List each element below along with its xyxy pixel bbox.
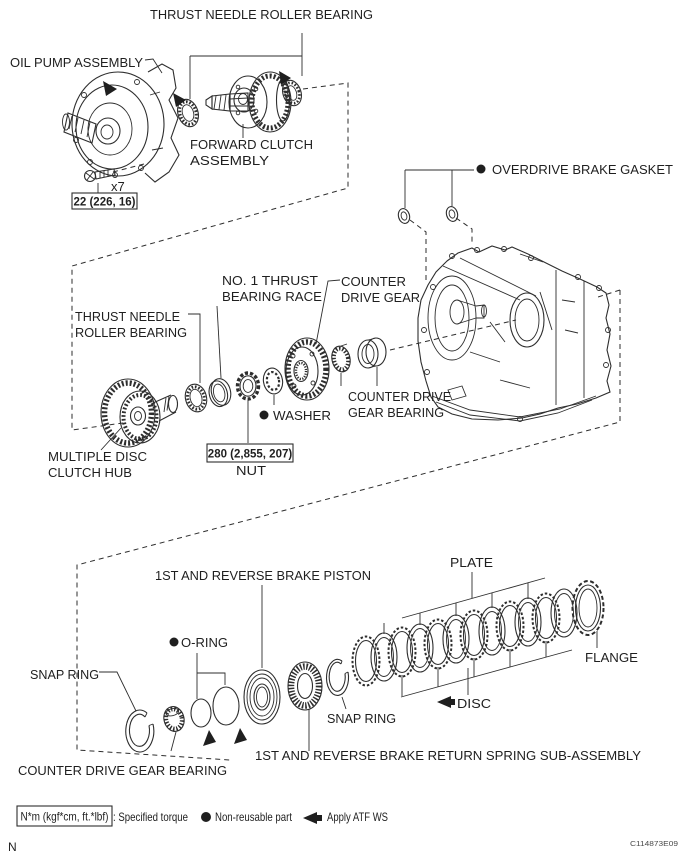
return-spring-sub-assembly-drawing — [288, 662, 322, 710]
bolt-count-label: x7 — [111, 179, 125, 194]
label-o-ring: O-RING — [181, 635, 228, 650]
label-counter-gear-bearing-bottom: COUNTER DRIVE GEAR BEARING — [18, 763, 227, 778]
label-thrust-needle-mid-line2: ROLLER BEARING — [75, 325, 187, 340]
snap-ring-left-drawing — [126, 710, 154, 752]
counter-drive-gear-drawing — [285, 338, 329, 400]
label-flange: FLANGE — [585, 650, 639, 665]
overdrive-gasket-rings-drawing — [397, 205, 460, 224]
label-snap-ring-left: SNAP RING — [30, 667, 99, 682]
atf-arrow-bearing-left — [173, 93, 186, 107]
atf-arrow-oil-pump — [103, 81, 117, 96]
washer-drawing — [261, 367, 284, 396]
torque-value-counter-gear-nut: 280 (2,855, 207) — [207, 448, 293, 461]
label-plate: PLATE — [450, 555, 494, 570]
atf-arrow-disc — [437, 696, 455, 708]
label-counter-gear-bearing-line2: GEAR BEARING — [348, 405, 444, 420]
label-no1-thrust-line1: NO. 1 THRUST — [222, 273, 319, 288]
label-multiple-disc-line1: MULTIPLE DISC — [48, 449, 147, 464]
counter-drive-gear-bearing-small-drawing — [161, 704, 186, 733]
forward-clutch-assembly-drawing — [206, 72, 291, 132]
oil-pump-assembly-drawing — [63, 64, 180, 182]
label-counter-drive-gear-line1: COUNTER — [341, 274, 406, 289]
figure-code: C114873E09 — [630, 841, 679, 848]
legend-non-reusable-bullet — [201, 812, 211, 822]
atf-arrow-o-ring-1 — [203, 730, 216, 746]
label-brake-piston: 1ST AND REVERSE BRAKE PISTON — [155, 568, 371, 583]
non-reusable-bullet-gasket — [477, 165, 486, 174]
lock-nut-drawing — [238, 373, 259, 399]
no1-thrust-bearing-race-drawing — [206, 377, 234, 409]
label-no1-thrust-line2: BEARING RACE — [222, 289, 323, 304]
legend — [17, 806, 388, 826]
label-thrust-needle-roller-bearing-top: THRUST NEEDLE ROLLER BEARING — [150, 7, 373, 22]
brake-pack-stack-drawing — [353, 578, 604, 697]
legend-apply-atf-arrow — [303, 812, 322, 824]
legend-torque-meaning: : Specified torque — [113, 810, 189, 824]
label-return-spring-sub-assembly: 1ST AND REVERSE BRAKE RETURN SPRING SUB-ASSEMBLY — [255, 748, 642, 763]
atf-arrow-o-ring-2 — [234, 728, 247, 744]
label-forward-clutch-line2: ASSEMBLY — [190, 153, 270, 168]
legend-apply-atf: Apply ATF WS — [327, 810, 388, 824]
label-nut: NUT — [236, 463, 267, 478]
label-snap-ring-right: SNAP RING — [327, 711, 396, 726]
label-forward-clutch-line1: FORWARD CLUTCH — [190, 137, 313, 152]
label-multiple-disc-line2: CLUTCH HUB — [48, 465, 132, 480]
label-counter-drive-gear-line2: DRIVE GEAR — [341, 290, 420, 305]
torque-box-counter-gear-nut — [207, 444, 293, 462]
brake-piston-drawing — [244, 670, 280, 724]
label-thrust-needle-mid-line1: THRUST NEEDLE — [75, 309, 181, 324]
label-oil-pump-assembly: OIL PUMP ASSEMBLY — [10, 55, 144, 70]
torque-value-oil-pump-bolt: 22 (226, 16) — [73, 196, 136, 209]
page-marker: N — [8, 840, 17, 854]
non-reusable-bullet-o-ring — [170, 638, 179, 647]
thrust-needle-bearing-mid-drawing — [182, 382, 209, 414]
o-rings-drawing — [191, 687, 239, 727]
non-reusable-bullet-washer — [260, 411, 269, 420]
torque-box-oil-pump-bolt — [72, 193, 137, 209]
counter-drive-gear-bearing-drawing — [329, 338, 386, 374]
legend-torque-symbol: N*m (kgf*cm, ft.*lbf) — [20, 809, 109, 824]
label-washer: WASHER — [273, 408, 331, 423]
label-disc: DISC — [457, 696, 491, 711]
snap-ring-right-drawing — [327, 659, 349, 695]
label-counter-gear-bearing-line1: COUNTER DRIVE — [348, 389, 452, 404]
legend-non-reusable: Non-reusable part — [215, 810, 293, 824]
label-overdrive-brake-gasket: OVERDRIVE BRAKE GASKET — [492, 162, 674, 177]
